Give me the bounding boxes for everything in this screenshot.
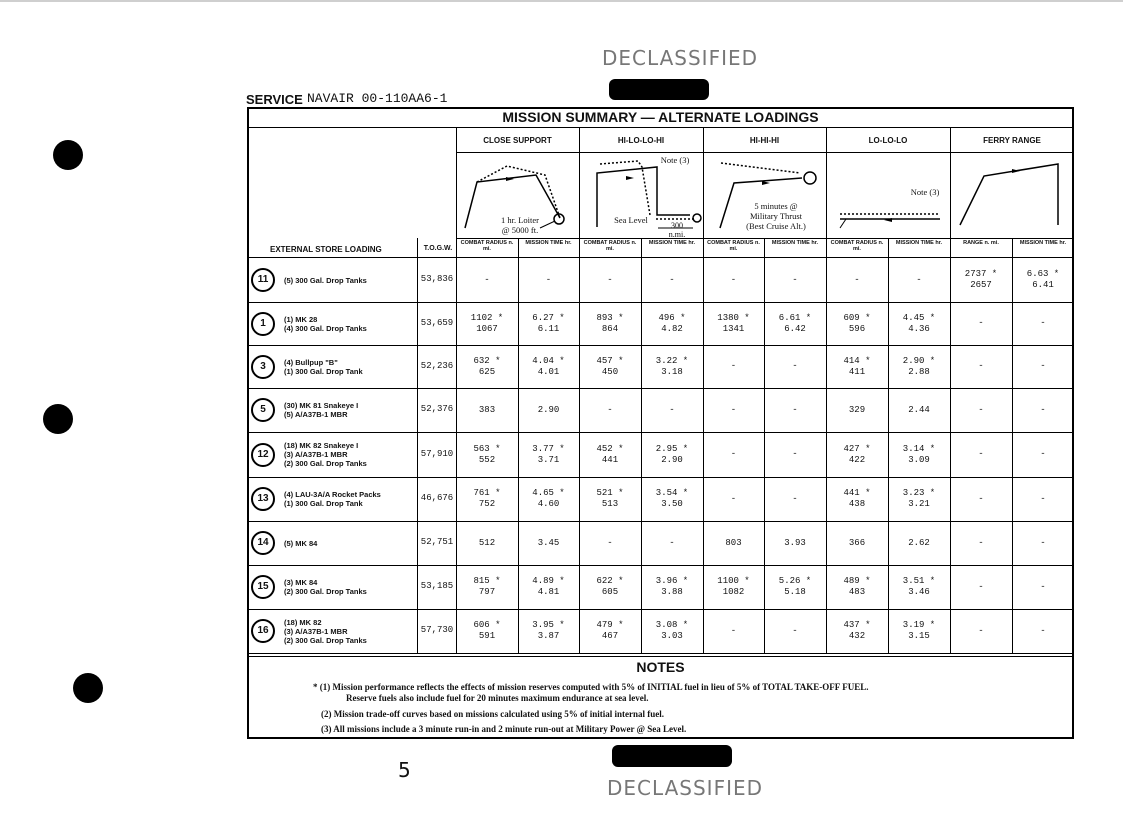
table-cell: - [730,449,737,459]
store-loading: (2) 300 Gal. Drop Tanks [284,459,367,468]
table-cell: - [978,449,984,459]
table-cell: 4.65 * [532,488,565,498]
hl-sea-level-label: Sea Level [614,215,648,225]
table-cell: 2.88 [908,366,930,377]
store-loading: (2) 300 Gal. Drop Tanks [284,635,367,645]
column-header-ftime: MISSION TIME hr. [1019,240,1067,246]
table-cell: - [978,625,984,636]
table-cell: 438 [848,499,866,509]
table-cell: 3.23 * [902,488,936,498]
table-cell: - [978,581,984,592]
note-1: * (1) Mission performance reflects the effects of mission reserves computed with 5% of INITIAL fuel in lieu of 5% of TOTAL TAKE-OFF FUEL. [313,682,869,692]
table-cell: 1102 * [470,312,504,323]
loading-number: 3 [251,355,275,379]
table-cell: - [978,318,984,328]
store-loading: (4) 300 Gal. Drop Tanks [284,323,367,333]
table-cell: - [669,274,675,285]
table-cell: 6.27 * [532,312,565,323]
column-header-radius: COMBAT RADIUS n. mi. [460,240,514,252]
table-cell: 479 * [596,620,624,630]
store-loading: (1) 300 Gal. Drop Tank [284,499,363,508]
table-cell: 609 * [843,312,871,323]
column-header-time: MISSION TIME hr. [771,240,819,246]
store-loading: (4) Bullpup "B" [284,357,338,367]
table-cell: 1067 [476,323,498,334]
table-cell: - [1040,404,1046,415]
table-cell: - [978,537,984,548]
note-2: (2) Mission trade-off curves based on missions calculated using 5% of initial internal fuel. [321,709,665,719]
table-cell: 893 * [596,312,624,323]
table-cell: 2.90 * [902,355,936,366]
table-cell: 4.81 [537,587,560,597]
hl-300-label: 300 n.mi. [668,221,686,239]
table-cell: - [1040,449,1046,459]
table-cell: - [607,404,613,415]
table-cell: 452 * [596,443,624,454]
table-cell: 2737 * [964,269,998,279]
togw-header: T.O.G.W. [423,245,453,252]
page-mark: 5 [398,758,411,782]
declassified-stamp-top: DECLASSIFIED [602,46,759,70]
table-cell: 489 * [843,576,871,586]
column-header-radius: COMBAT RADIUS n. mi. [830,240,884,252]
table-cell: - [792,361,798,371]
table-cell: - [792,493,798,504]
table-cell: - [484,274,490,285]
table-cell: 605 [601,587,619,597]
store-loading: (5) A/A37B-1 MBR [284,410,348,419]
table-cell: 3.21 [908,499,930,509]
table-cell: - [730,361,737,371]
table-cell: 3.71 [537,454,560,465]
loading-number: 1 [251,312,275,336]
column-header-time: MISSION TIME hr. [525,240,572,246]
table-cell: 4.45 * [902,312,936,323]
table-cell: 596 [848,323,866,334]
table-cell: - [730,493,737,504]
arrow-hl [626,176,634,180]
table-cell: 3.08 * [655,620,689,630]
table-cell: 6.41 [1032,280,1054,290]
table-cell: 1341 [722,323,745,334]
loading-number: 13 [251,487,275,511]
store-loading: (5) MK 84 [284,538,318,548]
store-loading: (3) A/A37B-1 MBR [284,626,348,636]
service-label: SERVICE [246,92,303,107]
table-cell: 513 [601,499,619,509]
table-cell: 606 * [473,620,501,630]
table-cell: 3.93 [784,537,806,548]
togw-value: 57,730 [420,625,454,635]
loading-number: 16 [251,619,275,643]
lo-lo-lo-climb [840,219,846,228]
table-cell: 4.82 [661,323,683,334]
store-loading: (5) 300 Gal. Drop Tanks [284,275,367,285]
table-cell: 3.77 * [532,443,565,454]
table-cell: 3.18 [661,366,683,377]
table-cell: 383 [478,404,496,415]
table-cell: 414 * [843,355,871,366]
table-cell: 3.51 * [902,576,936,586]
column-header-radius: COMBAT RADIUS n. mi. [707,240,760,252]
table-cell: 1380 * [717,312,750,323]
hi-hi-hi-outbound [721,163,800,173]
table-cell: 761 * [473,488,501,498]
togw-value: 46,676 [420,493,454,503]
table-cell: 437 * [843,620,871,630]
togw-value: 53,659 [420,317,454,328]
store-loading: (18) MK 82 [284,617,322,627]
notes-title: NOTES [636,659,685,675]
table-cell: 450 [601,366,619,377]
togw-value: 52,236 [420,360,454,371]
table-cell: 3.87 [537,631,560,641]
note-3: (3) All missions include a 3 minute run-in and 2 minute run-out at Military Power @ Sea Level. [321,724,687,734]
table-cell: 3.88 [661,587,683,597]
table-cell: 483 [848,587,866,597]
table-cell: 752 [478,499,496,509]
table-cell: 3.03 [661,631,683,641]
table-cell: - [730,625,737,636]
note-1-continued: Reserve fuels also include fuel for 20 minutes maximum endurance at sea level. [346,693,649,703]
table-cell: 512 [478,537,496,548]
table-cell: 1082 [722,587,745,597]
table-cell: 457 * [596,355,624,366]
table-cell: - [978,493,984,504]
table-cell: 3.95 * [532,620,565,630]
ll-note-label: Note (3) [910,187,940,197]
loading-number: 11 [251,268,275,292]
table-cell: - [792,625,798,636]
store-loading: (4) LAU-3A/A Rocket Packs [284,490,381,499]
table-cell: - [978,404,984,415]
table-cell: 2.90 [537,404,560,415]
table-cell: - [792,449,798,459]
mission-header-ferry-range: FERRY RANGE [983,136,1041,145]
table-cell: 797 [478,587,496,597]
table-cell: 5.26 * [778,576,812,586]
table-cell: 1100 * [717,576,750,586]
table-cell: 591 [478,631,496,641]
table-cell: 3.19 * [902,620,936,630]
table-cell: 427 * [843,443,871,454]
arrow-hh [762,181,770,185]
table-cell: 632 * [473,355,501,366]
mission-header-hi-hi-hi: HI-HI-HI [749,136,780,145]
table-cell: 441 * [843,488,871,498]
ferry-profile [960,164,1058,225]
table-cell: 4.89 * [532,576,565,586]
column-header-range: RANGE n. mi. [963,240,999,246]
table-title: MISSION SUMMARY — ALTERNATE LOADINGS [502,109,819,125]
togw-value: 57,910 [420,448,454,459]
table-cell: 622 * [596,576,624,586]
togw-value: 52,751 [420,537,454,547]
loading-number: 15 [251,575,275,599]
table-cell: - [1040,361,1046,371]
table-cell: - [607,274,613,285]
loading-number: 14 [251,531,275,555]
declassified-stamp-bottom: DECLASSIFIED [607,776,764,800]
table-cell: 2.95 * [655,443,689,454]
table-cell: - [669,404,675,415]
store-loading: (2) 300 Gal. Drop Tanks [284,587,367,596]
table-cell: 3.09 [908,454,930,465]
table-cell: 6.11 [537,323,560,334]
table-cell: 4.60 [537,499,560,509]
table-cell: 3.22 * [655,355,689,366]
table-cell: 3.54 * [655,488,689,498]
store-loading: (30) MK 81 Snakeye I [284,401,359,410]
store-loading: (3) A/A37B-1 MBR [284,450,348,459]
table-cell: 2657 [970,280,992,290]
table-cell: 4.01 [537,366,560,377]
table-cell: 552 [478,454,496,465]
table-cell: - [669,537,675,548]
column-header-time: MISSION TIME hr. [648,240,696,246]
table-cell: 3.96 * [655,576,689,586]
togw-value: 53,185 [420,581,454,591]
document-number: NAVAIR 00-110AA6-1 [307,91,448,106]
table-cell: 6.61 * [778,312,812,323]
table-cell: 5.18 [784,587,806,597]
mission-header-lo-lo-lo: LO-LO-LO [868,136,908,145]
table-cell: 6.63 * [1026,269,1060,279]
table-cell: 441 [601,454,619,465]
table-cell: - [730,404,737,415]
table-cell: - [1040,318,1046,328]
table-cell: 366 [848,537,866,548]
table-cell: - [607,537,613,548]
close-support-outbound [477,166,560,218]
column-header-radius: COMBAT RADIUS n. mi. [583,240,637,252]
mission-header-close-support: CLOSE SUPPORT [483,136,552,145]
store-loading: (1) MK 28 [284,314,318,324]
table-cell: 625 [478,366,496,377]
table-cell: - [1040,537,1046,548]
mission-header-hi-lo-lo-hi: HI-LO-LO-HI [617,136,665,145]
table-cell: 411 [848,366,866,377]
table-cell: 815 * [473,576,501,586]
table-cell: - [730,274,737,285]
table-cell: 432 [848,631,866,641]
table-cell: 2.44 [908,404,930,415]
table-cell: - [545,274,552,285]
hh-label: 5 minutes @ Military Thrust (Best Cruise Alt.) [746,201,806,231]
table-cell: 422 [848,454,866,465]
table-cell: 4.04 * [532,355,565,366]
table-cell: 803 [725,537,742,548]
table-cell: - [792,274,798,285]
cs-loiter-label: 1 hr. Loiter @ 5000 ft. [500,215,539,235]
table-cell: 521 * [596,488,624,498]
store-loading: (1) 300 Gal. Drop Tank [284,366,363,376]
table-cell: 3.45 [537,537,560,548]
table-cell: 2.90 [661,454,683,465]
table-cell: 467 [601,631,619,641]
table-cell: 4.36 [908,323,930,334]
table-cell: 3.15 [908,631,930,641]
togw-value: 53,836 [420,274,454,284]
loading-number: 5 [251,398,275,422]
store-loading: (18) MK 82 Snakeye I [284,441,359,450]
table-cell: 2.62 [908,537,930,548]
column-header-time: MISSION TIME hr. [895,240,943,246]
table-cell: - [854,274,860,285]
table-cell: - [1040,493,1046,504]
store-loading: (3) MK 84 [284,578,318,587]
table-cell: 6.42 [784,323,806,334]
table-cell: 3.50 [661,499,683,509]
togw-value: 52,376 [420,404,454,414]
table-cell: - [978,361,984,371]
table-cell: - [1040,625,1046,636]
hl-note-label: Note (3) [660,155,690,165]
table-cell: 3.46 [908,587,930,597]
table-cell: 496 * [658,312,686,323]
table-cell: 864 [601,323,619,334]
external-store-loading-header: EXTERNAL STORE LOADING [270,245,382,254]
combat-symbol [804,172,816,184]
target-symbol [693,214,701,222]
table-cell: 563 * [473,443,501,454]
table-cell: 329 [848,404,866,415]
loading-number: 12 [251,443,275,467]
table-cell: - [916,274,922,285]
table-cell: - [792,404,798,415]
table-cell: 3.14 * [902,443,936,454]
table-cell: - [1040,581,1046,592]
